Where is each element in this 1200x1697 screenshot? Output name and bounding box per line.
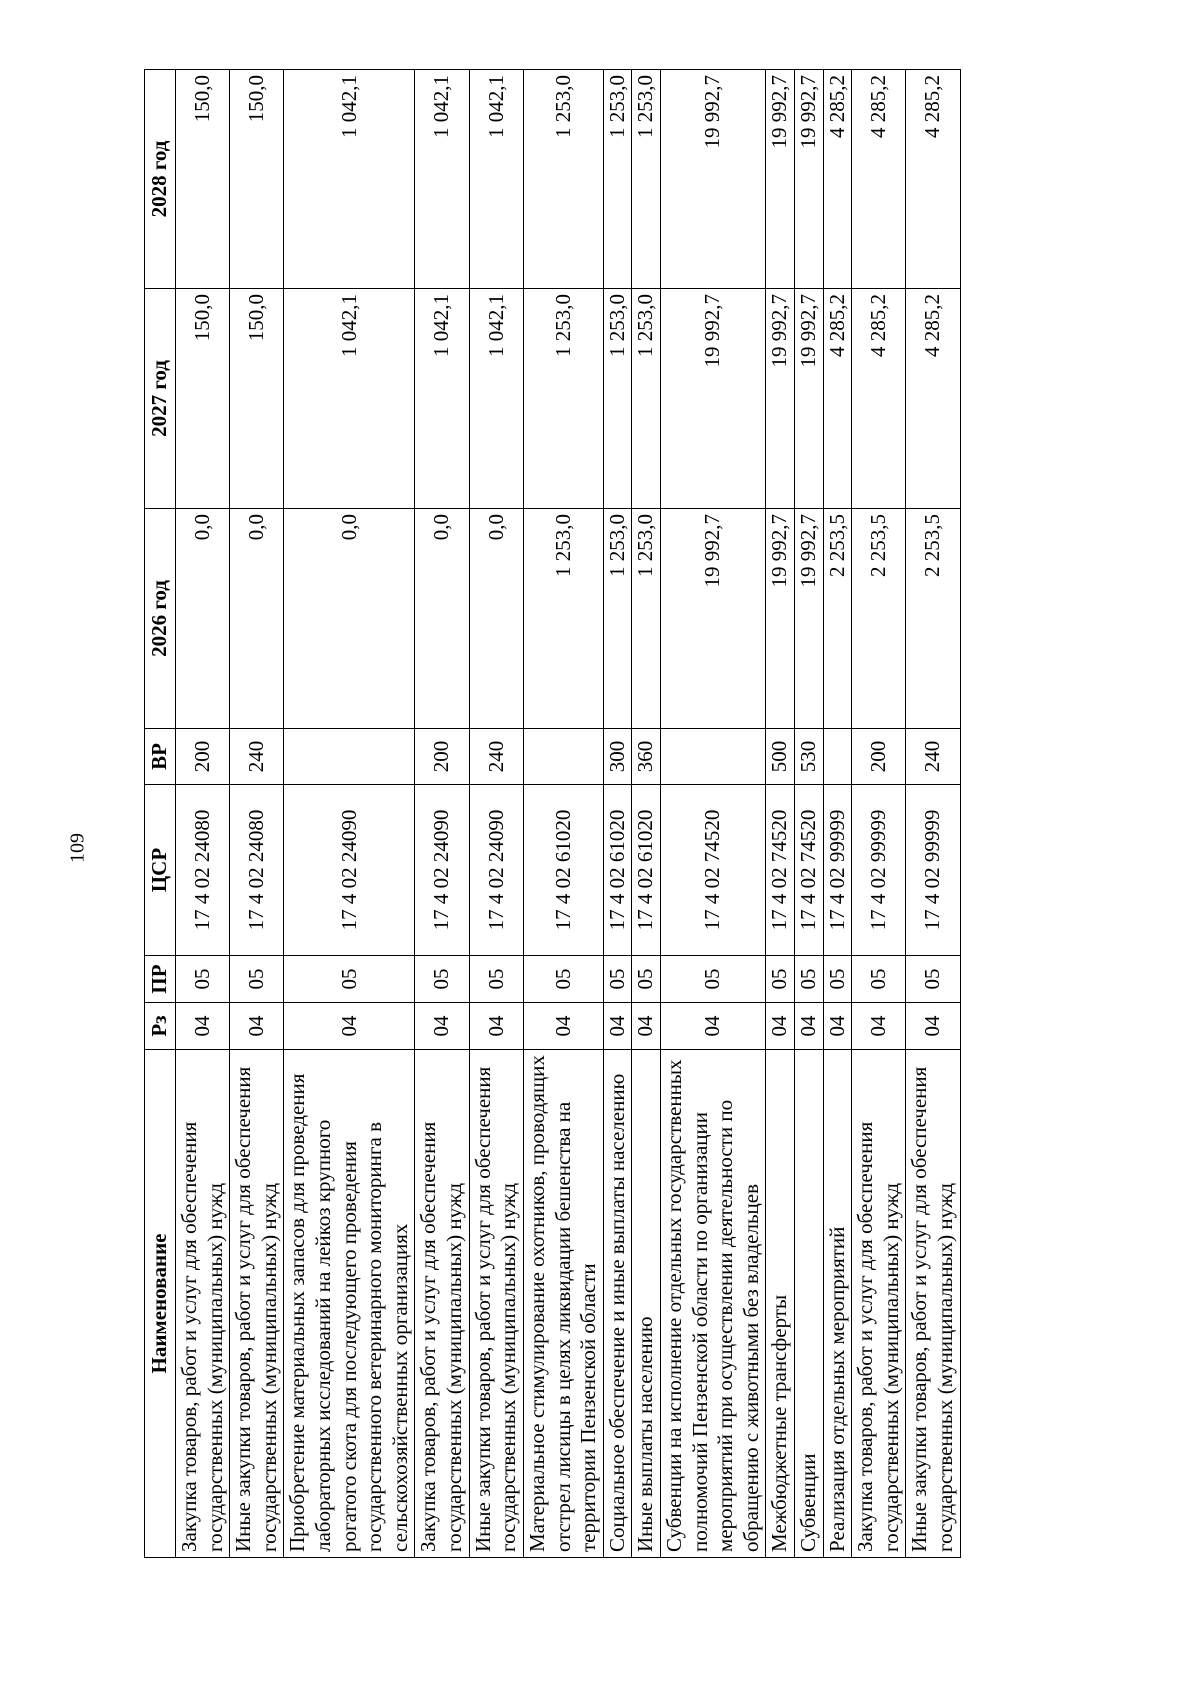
cell-2028: 19 992,7 xyxy=(660,70,765,289)
cell-vr: 240 xyxy=(230,729,284,785)
cell-vr: 200 xyxy=(852,729,906,785)
header-rz: Рз xyxy=(145,1003,176,1050)
cell-2028: 1 042,1 xyxy=(469,70,523,289)
cell-2028: 150,0 xyxy=(230,70,284,289)
cell-rz: 04 xyxy=(469,1003,523,1050)
cell-rz: 04 xyxy=(176,1003,230,1050)
cell-pr: 05 xyxy=(795,956,824,1003)
cell-vr: 240 xyxy=(469,729,523,785)
cell-csr: 17 4 02 61020 xyxy=(603,785,632,956)
table-body xyxy=(176,70,961,1558)
cell-2027: 19 992,7 xyxy=(766,289,795,509)
cell-2028: 1 042,1 xyxy=(415,70,469,289)
cell-2028: 19 992,7 xyxy=(766,70,795,289)
cell-2026: 2 253,5 xyxy=(906,509,960,729)
cell-csr: 17 4 02 74520 xyxy=(766,785,795,956)
cell-2026: 0,0 xyxy=(230,509,284,729)
cell-2028: 1 042,1 xyxy=(284,70,415,289)
cell-name: Межбюджетные трансферты xyxy=(766,1050,795,1558)
cell-rz: 04 xyxy=(795,1003,824,1050)
cell-vr: 240 xyxy=(906,729,960,785)
cell-2027: 4 285,2 xyxy=(906,289,960,509)
cell-pr: 05 xyxy=(906,956,960,1003)
cell-2026: 0,0 xyxy=(284,509,415,729)
table-row xyxy=(823,70,852,1558)
cell-vr: 200 xyxy=(415,729,469,785)
cell-rz: 04 xyxy=(852,1003,906,1050)
cell-2027: 150,0 xyxy=(176,289,230,509)
cell-csr: 17 4 02 24090 xyxy=(469,785,523,956)
cell-2027: 150,0 xyxy=(230,289,284,509)
cell-2027: 1 253,0 xyxy=(603,289,632,509)
header-name: Наименование xyxy=(145,1050,176,1558)
table-row xyxy=(795,70,824,1558)
cell-rz: 04 xyxy=(415,1003,469,1050)
cell-2028: 4 285,2 xyxy=(906,70,960,289)
cell-rz: 04 xyxy=(632,1003,661,1050)
cell-rz: 04 xyxy=(660,1003,765,1050)
header-vr: ВР xyxy=(145,729,176,785)
table-row xyxy=(415,70,469,1558)
cell-2028: 1 253,0 xyxy=(603,70,632,289)
header-2028: 2028 год xyxy=(145,70,176,289)
cell-2026: 19 992,7 xyxy=(795,509,824,729)
cell-name: Закупка товаров, работ и услуг для обеспечения государственных (муниципальных) нужд xyxy=(176,1050,230,1558)
cell-2026: 1 253,0 xyxy=(523,509,603,729)
cell-vr xyxy=(823,729,852,785)
header-csr: ЦСР xyxy=(145,785,176,956)
cell-csr: 17 4 02 61020 xyxy=(632,785,661,956)
cell-csr: 17 4 02 61020 xyxy=(523,785,603,956)
table-row xyxy=(906,70,960,1558)
cell-vr: 500 xyxy=(766,729,795,785)
cell-2028: 4 285,2 xyxy=(823,70,852,289)
cell-2028: 150,0 xyxy=(176,70,230,289)
rotated-table-container xyxy=(144,70,994,1558)
cell-2027: 1 042,1 xyxy=(415,289,469,509)
table-row xyxy=(284,70,415,1558)
cell-csr: 17 4 02 24080 xyxy=(230,785,284,956)
cell-2026: 0,0 xyxy=(469,509,523,729)
cell-csr: 17 4 02 74520 xyxy=(660,785,765,956)
page-number: 109 xyxy=(66,833,89,863)
cell-2028: 4 285,2 xyxy=(852,70,906,289)
cell-csr: 17 4 02 24080 xyxy=(176,785,230,956)
header-pr: ПР xyxy=(145,956,176,1003)
cell-pr: 05 xyxy=(469,956,523,1003)
cell-rz: 04 xyxy=(523,1003,603,1050)
cell-2026: 1 253,0 xyxy=(603,509,632,729)
cell-name: Иные закупки товаров, работ и услуг для обеспечения государственных (муниципальных) нужд xyxy=(906,1050,960,1558)
cell-2026: 2 253,5 xyxy=(823,509,852,729)
table-row xyxy=(603,70,632,1558)
cell-name: Субвенции на исполнение отдельных государственных полномочий Пензенской области по организации мероприятий при осуществлении деятельности по обращению с животными без владельцев xyxy=(660,1050,765,1558)
cell-name: Иные выплаты населению xyxy=(632,1050,661,1558)
cell-2027: 1 253,0 xyxy=(632,289,661,509)
cell-name: Субвенции xyxy=(795,1050,824,1558)
cell-pr: 05 xyxy=(632,956,661,1003)
cell-pr: 05 xyxy=(176,956,230,1003)
cell-pr: 05 xyxy=(852,956,906,1003)
header-row xyxy=(145,70,176,1558)
cell-rz: 04 xyxy=(603,1003,632,1050)
cell-rz: 04 xyxy=(284,1003,415,1050)
header-2026: 2026 год xyxy=(145,509,176,729)
cell-2027: 19 992,7 xyxy=(795,289,824,509)
cell-2027: 4 285,2 xyxy=(852,289,906,509)
cell-csr: 17 4 02 24090 xyxy=(415,785,469,956)
table-row xyxy=(176,70,230,1558)
cell-rz: 04 xyxy=(230,1003,284,1050)
header-2027: 2027 год xyxy=(145,289,176,509)
cell-csr: 17 4 02 99999 xyxy=(906,785,960,956)
cell-name: Приобретение материальных запасов для проведения лабораторных исследований на лейкоз крупного рогатого скота для последующего проведения государственного ветеринарного мониторинга в сельскохозяйственных организациях xyxy=(284,1050,415,1558)
cell-pr: 05 xyxy=(823,956,852,1003)
cell-pr: 05 xyxy=(766,956,795,1003)
budget-table xyxy=(144,69,961,1558)
cell-2027: 19 992,7 xyxy=(660,289,765,509)
table-row xyxy=(766,70,795,1558)
cell-2027: 4 285,2 xyxy=(823,289,852,509)
cell-2026: 19 992,7 xyxy=(660,509,765,729)
cell-vr: 360 xyxy=(632,729,661,785)
cell-csr: 17 4 02 99999 xyxy=(852,785,906,956)
cell-rz: 04 xyxy=(823,1003,852,1050)
cell-pr: 05 xyxy=(415,956,469,1003)
cell-2028: 1 253,0 xyxy=(632,70,661,289)
cell-name: Иные закупки товаров, работ и услуг для обеспечения государственных (муниципальных) нужд xyxy=(230,1050,284,1558)
cell-2026: 19 992,7 xyxy=(766,509,795,729)
cell-2027: 1 253,0 xyxy=(523,289,603,509)
cell-2026: 0,0 xyxy=(176,509,230,729)
table-row xyxy=(852,70,906,1558)
cell-vr: 530 xyxy=(795,729,824,785)
cell-name: Иные закупки товаров, работ и услуг для обеспечения государственных (муниципальных) нужд xyxy=(469,1050,523,1558)
cell-csr: 17 4 02 99999 xyxy=(823,785,852,956)
cell-pr: 05 xyxy=(660,956,765,1003)
cell-name: Закупка товаров, работ и услуг для обеспечения государственных (муниципальных) нужд xyxy=(852,1050,906,1558)
cell-name: Материальное стимулирование охотников, проводящих отстрел лисицы в целях ликвидации бешенства на территории Пензенской области xyxy=(523,1050,603,1558)
cell-2026: 0,0 xyxy=(415,509,469,729)
table-row xyxy=(632,70,661,1558)
cell-vr xyxy=(660,729,765,785)
cell-rz: 04 xyxy=(906,1003,960,1050)
cell-2027: 1 042,1 xyxy=(469,289,523,509)
cell-name: Закупка товаров, работ и услуг для обеспечения государственных (муниципальных) нужд xyxy=(415,1050,469,1558)
cell-2027: 1 042,1 xyxy=(284,289,415,509)
table-row xyxy=(660,70,765,1558)
cell-vr: 300 xyxy=(603,729,632,785)
cell-rz: 04 xyxy=(766,1003,795,1050)
cell-2028: 1 253,0 xyxy=(523,70,603,289)
cell-vr xyxy=(523,729,603,785)
cell-csr: 17 4 02 24090 xyxy=(284,785,415,956)
table-row xyxy=(230,70,284,1558)
cell-vr xyxy=(284,729,415,785)
cell-pr: 05 xyxy=(523,956,603,1003)
cell-2026: 2 253,5 xyxy=(852,509,906,729)
cell-name: Социальное обеспечение и иные выплаты населению xyxy=(603,1050,632,1558)
table-row xyxy=(469,70,523,1558)
cell-pr: 05 xyxy=(230,956,284,1003)
cell-csr: 17 4 02 74520 xyxy=(795,785,824,956)
cell-2026: 1 253,0 xyxy=(632,509,661,729)
table-row xyxy=(523,70,603,1558)
cell-vr: 200 xyxy=(176,729,230,785)
cell-pr: 05 xyxy=(284,956,415,1003)
cell-2028: 19 992,7 xyxy=(795,70,824,289)
cell-pr: 05 xyxy=(603,956,632,1003)
cell-name: Реализация отдельных мероприятий xyxy=(823,1050,852,1558)
